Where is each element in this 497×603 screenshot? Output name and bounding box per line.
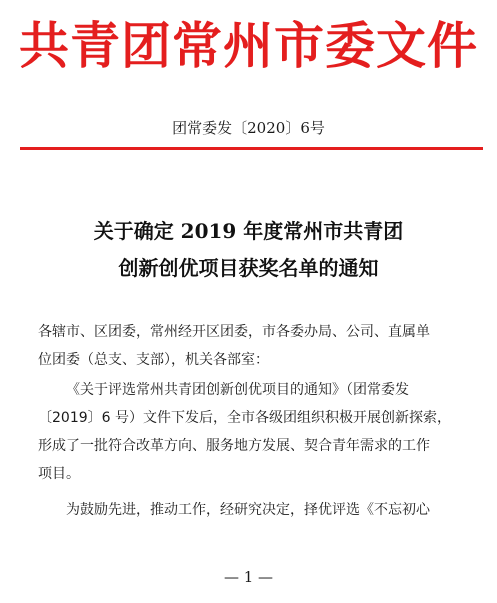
paragraph-1-line-2: 〔2019〕6 号）文件下发后，全市各级团组织积极开展创新探索， — [38, 410, 451, 426]
document-number: 团常委发〔2020〕6号 — [172, 119, 325, 137]
paragraph-1-line-3: 形成了一批符合改革方向、服务地方发展、契合青年需求的工作 — [38, 438, 430, 454]
paragraph-1-line-4: 项目。 — [38, 466, 80, 482]
notice-title-line-1: 关于确定 2019 年度常州市共青团 — [93, 219, 404, 243]
paragraph-1-line-1: 《关于评选常州共青团创新创优项目的通知》（团常委发 — [66, 382, 409, 398]
masthead-title: 共青团常州市委文件 — [19, 17, 478, 75]
recipient-line-1: 各辖市、区团委，常州经开区团委，市各委办局、公司、直属单 — [38, 324, 430, 340]
paragraph-2-line-1: 为鼓励先进，推动工作，经研究决定，择优评选《不忘初心 — [66, 502, 430, 518]
notice-title-line-2: 创新创优项目获奖名单的通知 — [118, 256, 379, 280]
recipient-line-2: 位团委（总支、支部），机关各部室： — [38, 352, 269, 368]
page-number: — 1 — — [223, 568, 274, 586]
red-divider-line — [20, 147, 483, 150]
